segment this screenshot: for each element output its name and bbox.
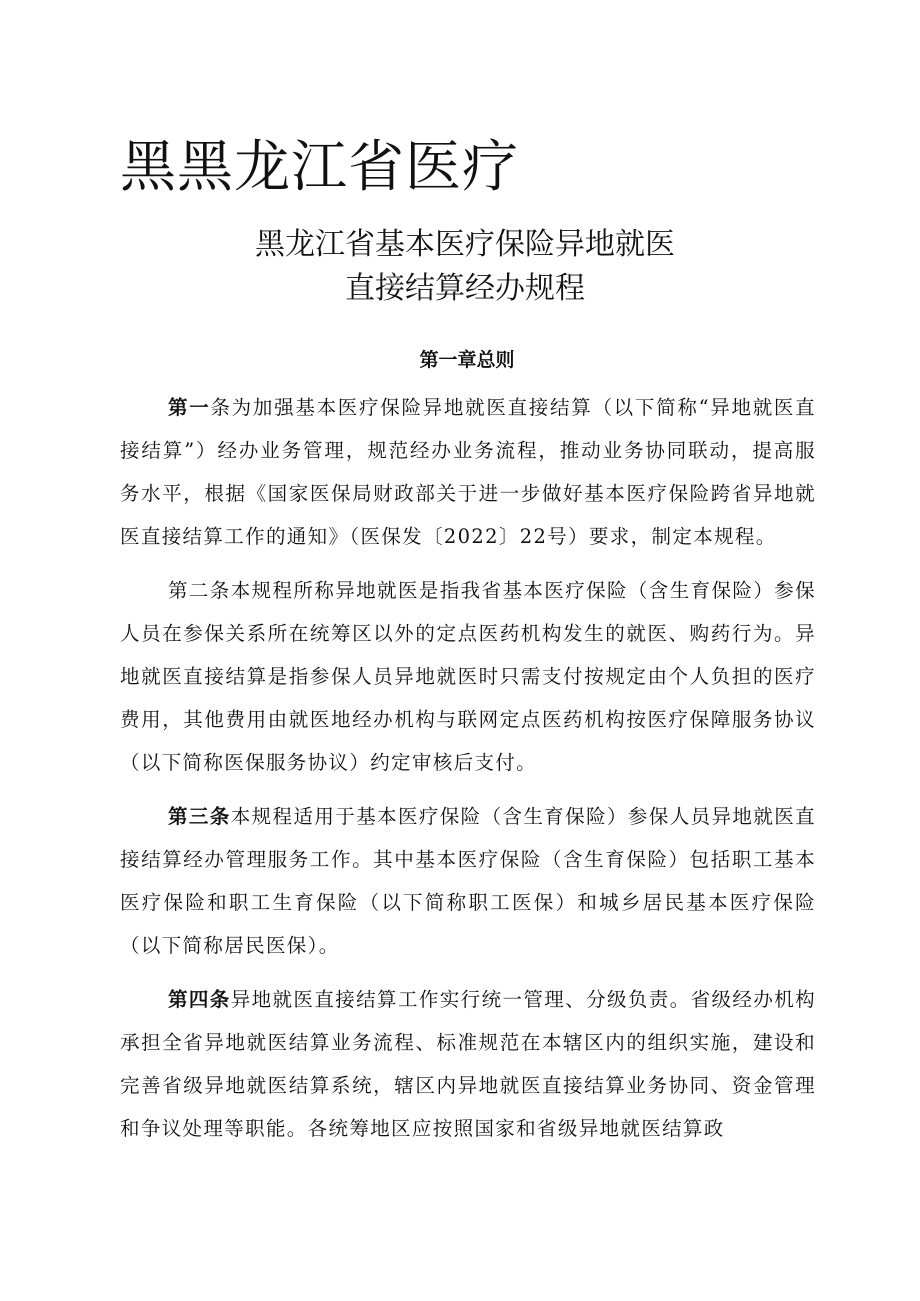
article-2 xyxy=(120,569,816,784)
document-title-line-1: 黑龙江省基本医疗保险异地就医 xyxy=(255,227,675,262)
article-1-label: 第一 xyxy=(168,396,211,419)
body-text xyxy=(120,386,816,1161)
article-1-text: 条为加强基本医疗保险异地就医直接结算（以下简称“异地就医直接结算”）经办业务管理，规范经办业务流程，推动业务协同联动，提高服务水平，根据《国家医保局财政部关于进一步做好基本医疗保险跨省异地就医直接结算工作的通知》（医保发〔2022〕22号）要求，制定本规程。 xyxy=(120,396,816,548)
article-1 xyxy=(120,386,816,558)
article-4-label: 第四条 xyxy=(168,988,231,1011)
chapter-heading: 第一章总则 xyxy=(419,349,515,371)
article-4-text: 异地就医直接结算工作实行统一管理、分级负责。省级经办机构承担全省异地就医结算业务流程、标准规范在本辖区内的组织实施，建设和完善省级异地就医结算系统，辖区内异地就医直接结算业务协同、资金管理和争议处理等职能。各统筹地区应按照国家和省级异地就医结算政 xyxy=(120,988,816,1140)
document-title-line-2: 直接结算经办规程 xyxy=(345,271,585,306)
article-3-text: 本规程适用于基本医疗保险（含生育保险）参保人员异地就医直接结算经办管理服务工作。其中基本医疗保险（含生育保险）包括职工基本医疗保险和职工生育保险（以下简称职工医保）和城乡居民基本医疗保险（以下简称居民医保）。 xyxy=(120,805,816,957)
article-3-label: 第三条 xyxy=(168,805,231,828)
article-3 xyxy=(120,795,816,967)
article-4 xyxy=(120,978,816,1150)
article-2-text: 第二条本规程所称异地就医是指我省基本医疗保险（含生育保险）参保人员在参保关系所在统筹区以外的定点医药机构发生的就医、购药行为。异地就医直接结算是指参保人员异地就医时只需支付按规定由个人负担的医疗费用，其他费用由就医地经办机构与联网定点医药机构按医疗保障服务协议（以下简称医保服务协议）约定审核后支付。 xyxy=(120,579,816,774)
header-title: 黑黑龙江省医疗 xyxy=(120,135,519,200)
